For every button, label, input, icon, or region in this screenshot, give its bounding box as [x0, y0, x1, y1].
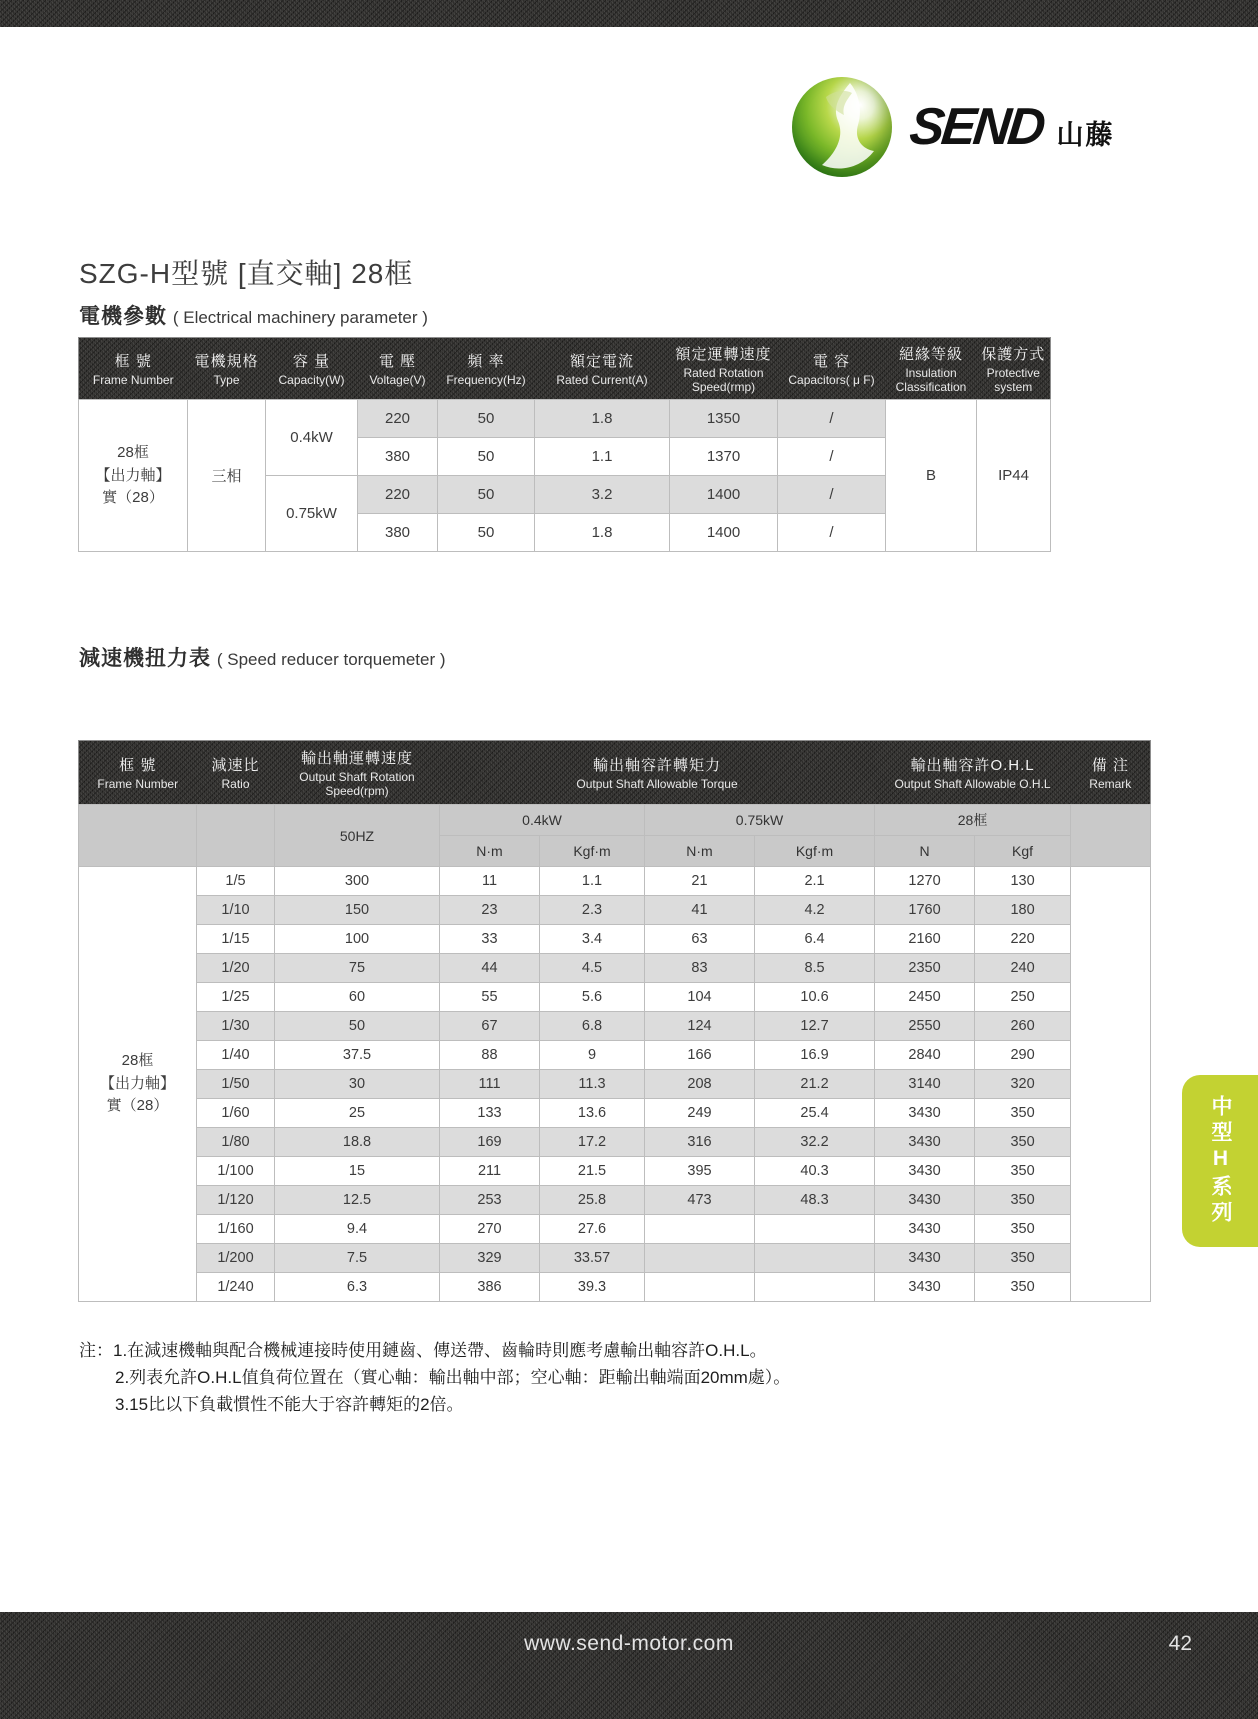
- reducer-value-cell: [755, 1273, 875, 1302]
- frame-number-cell: 28框 【出力軸】 實（28）: [79, 867, 197, 1302]
- reducer-row: [79, 1157, 1151, 1186]
- reducer-value-cell: 23: [440, 896, 540, 925]
- col-header: 保護方式 Protective system: [981, 346, 1046, 395]
- reducer-value-cell: 16.9: [755, 1041, 875, 1070]
- capacitor-cell: /: [778, 400, 886, 438]
- ratio-cell: 1/30: [197, 1012, 275, 1041]
- reducer-value-cell: 27.6: [540, 1215, 645, 1244]
- footer-url: www.send-motor.com: [524, 1632, 734, 1655]
- ratio-cell: 1/240: [197, 1273, 275, 1302]
- reducer-value-cell: 104: [645, 983, 755, 1012]
- frequency-cell: 50: [438, 400, 535, 438]
- col-header: 絕緣等級 Insulation Classification: [895, 346, 967, 395]
- reducer-value-cell: 2160: [875, 925, 975, 954]
- reducer-value-cell: 253: [440, 1186, 540, 1215]
- reducer-value-cell: 3430: [875, 1157, 975, 1186]
- reducer-value-cell: [645, 1273, 755, 1302]
- reducer-value-cell: 8.5: [755, 954, 875, 983]
- reducer-value-cell: 320: [975, 1070, 1071, 1099]
- reducer-value-cell: 12.5: [275, 1186, 440, 1215]
- reducer-value-cell: 88: [440, 1041, 540, 1070]
- section-title-motor-cn: 電機參數: [79, 305, 167, 328]
- reducer-value-cell: 25.4: [755, 1099, 875, 1128]
- reducer-torque-table: [78, 740, 1151, 1302]
- ratio-cell: 1/80: [197, 1128, 275, 1157]
- reducer-subheader-row: [79, 805, 1151, 836]
- reducer-value-cell: 4.5: [540, 954, 645, 983]
- unit-cell: N·m: [440, 836, 540, 867]
- remark-cell: [1071, 867, 1151, 1302]
- frequency-cell: 50: [438, 438, 535, 476]
- reducer-value-cell: 350: [975, 1244, 1071, 1273]
- capacitor-cell: /: [778, 438, 886, 476]
- reducer-value-cell: 10.6: [755, 983, 875, 1012]
- reducer-value-cell: 83: [645, 954, 755, 983]
- reducer-row: [79, 1186, 1151, 1215]
- reducer-value-cell: 3430: [875, 1273, 975, 1302]
- ratio-cell: 1/5: [197, 867, 275, 896]
- brand-text: [906, 97, 1115, 157]
- col-header: 框 號 Frame Number: [92, 353, 174, 388]
- reducer-value-cell: 3430: [875, 1186, 975, 1215]
- frame-number-cell: 28框 【出力軸】 實（28）: [79, 400, 188, 552]
- col-header: 額定電流 Rated Current(A): [556, 353, 648, 388]
- reducer-value-cell: 124: [645, 1012, 755, 1041]
- motor-row: [79, 400, 1051, 438]
- reducer-value-cell: 270: [440, 1215, 540, 1244]
- reducer-value-cell: 249: [645, 1099, 755, 1128]
- reducer-value-cell: 75: [275, 954, 440, 983]
- reducer-value-cell: 2.3: [540, 896, 645, 925]
- reducer-value-cell: 6.4: [755, 925, 875, 954]
- reducer-value-cell: 350: [975, 1273, 1071, 1302]
- reducer-value-cell: 169: [440, 1128, 540, 1157]
- reducer-value-cell: 1270: [875, 867, 975, 896]
- voltage-cell: 220: [358, 400, 438, 438]
- col-header: 容 量 Capacity(W): [278, 353, 345, 388]
- reducer-row: [79, 896, 1151, 925]
- note-line: [79, 1337, 790, 1364]
- insulation-cell: B: [886, 400, 977, 552]
- section-title-reducer: [79, 642, 446, 672]
- reducer-value-cell: 166: [645, 1041, 755, 1070]
- reducer-value-cell: 3140: [875, 1070, 975, 1099]
- note-line: [79, 1364, 790, 1391]
- reducer-value-cell: 30: [275, 1070, 440, 1099]
- speed-cell: 1350: [670, 400, 778, 438]
- voltage-cell: 380: [358, 438, 438, 476]
- reducer-value-cell: 3430: [875, 1128, 975, 1157]
- col-header: 輸出軸容許O.H.L Output Shaft Allowable O.H.L: [894, 756, 1051, 791]
- type-cell: 三相: [188, 400, 266, 552]
- ratio-cell: 1/200: [197, 1244, 275, 1273]
- section-title-reducer-cn: 減速機扭力表: [79, 647, 211, 670]
- reducer-value-cell: 11: [440, 867, 540, 896]
- speed-cell: 1400: [670, 476, 778, 514]
- reducer-value-cell: 25: [275, 1099, 440, 1128]
- reducer-value-cell: 473: [645, 1186, 755, 1215]
- reducer-value-cell: 350: [975, 1099, 1071, 1128]
- subheader-kw-cell: 0.75kW: [645, 805, 875, 836]
- reducer-value-cell: 3430: [875, 1099, 975, 1128]
- reducer-row: [79, 983, 1151, 1012]
- reducer-value-cell: 1760: [875, 896, 975, 925]
- reducer-value-cell: 350: [975, 1186, 1071, 1215]
- reducer-value-cell: 350: [975, 1157, 1071, 1186]
- ratio-cell: 1/160: [197, 1215, 275, 1244]
- reducer-value-cell: 133: [440, 1099, 540, 1128]
- section-title-reducer-en: ( Speed reducer torquemeter ): [216, 650, 446, 669]
- col-header: 減速比 Ratio: [211, 756, 260, 791]
- reducer-value-cell: [755, 1215, 875, 1244]
- reducer-value-cell: 180: [975, 896, 1071, 925]
- reducer-row: [79, 925, 1151, 954]
- reducer-row: [79, 1215, 1151, 1244]
- reducer-value-cell: 2.1: [755, 867, 875, 896]
- ratio-cell: 1/50: [197, 1070, 275, 1099]
- unit-cell: N: [875, 836, 975, 867]
- capacitor-cell: /: [778, 476, 886, 514]
- reducer-value-cell: 220: [975, 925, 1071, 954]
- voltage-cell: 220: [358, 476, 438, 514]
- col-header: 框 號 Frame Number: [97, 756, 179, 791]
- reducer-value-cell: 208: [645, 1070, 755, 1099]
- subheader-speed-cell: 50HZ: [275, 805, 440, 867]
- reducer-value-cell: 240: [975, 954, 1071, 983]
- ratio-cell: 1/25: [197, 983, 275, 1012]
- reducer-value-cell: 67: [440, 1012, 540, 1041]
- motor-table-header-row: [79, 338, 1051, 400]
- note-text: 2.列表允許O.H.L值負荷位置在（實心軸：輸出軸中部；空心軸：距輸出軸端面20mm處）。: [115, 1368, 791, 1388]
- current-cell: 1.8: [535, 514, 670, 552]
- reducer-value-cell: 2550: [875, 1012, 975, 1041]
- col-header: 額定運轉速度 Rated Rotation Speed(rmp): [675, 346, 772, 395]
- reducer-value-cell: 21.2: [755, 1070, 875, 1099]
- reducer-value-cell: 5.6: [540, 983, 645, 1012]
- ratio-cell: 1/40: [197, 1041, 275, 1070]
- reducer-value-cell: 41: [645, 896, 755, 925]
- notes-block: [79, 1337, 790, 1419]
- reducer-value-cell: 250: [975, 983, 1071, 1012]
- reducer-value-cell: 63: [645, 925, 755, 954]
- frequency-cell: 50: [438, 476, 535, 514]
- reducer-value-cell: 6.8: [540, 1012, 645, 1041]
- reducer-row: [79, 1041, 1151, 1070]
- col-header: 輸出軸容許轉矩力 Output Shaft Allowable Torque: [576, 756, 738, 791]
- subheader-empty-cell: [79, 805, 197, 867]
- subheader-empty-cell: [197, 805, 275, 867]
- reducer-value-cell: 290: [975, 1041, 1071, 1070]
- reducer-value-cell: 60: [275, 983, 440, 1012]
- reducer-value-cell: 39.3: [540, 1273, 645, 1302]
- reducer-value-cell: 4.2: [755, 896, 875, 925]
- ratio-cell: 1/100: [197, 1157, 275, 1186]
- capacitor-cell: /: [778, 514, 886, 552]
- reducer-value-cell: 40.3: [755, 1157, 875, 1186]
- capacity-cell: 0.4kW: [266, 400, 358, 476]
- reducer-value-cell: 33.57: [540, 1244, 645, 1273]
- reducer-value-cell: 329: [440, 1244, 540, 1273]
- unit-cell: N·m: [645, 836, 755, 867]
- ratio-cell: 1/20: [197, 954, 275, 983]
- reducer-value-cell: 21.5: [540, 1157, 645, 1186]
- page-title: SZG-H型號 [直交軸] 28框: [79, 258, 414, 289]
- top-decor-bar: [0, 0, 1258, 27]
- protective-cell: IP44: [977, 400, 1051, 552]
- col-header: 備 注 Remark: [1089, 756, 1132, 791]
- reducer-value-cell: 1.1: [540, 867, 645, 896]
- voltage-cell: 380: [358, 514, 438, 552]
- col-header: 電 容 Capacitors( μ F): [788, 353, 875, 388]
- current-cell: 1.1: [535, 438, 670, 476]
- ratio-cell: 1/10: [197, 896, 275, 925]
- reducer-value-cell: 2450: [875, 983, 975, 1012]
- reducer-value-cell: 11.3: [540, 1070, 645, 1099]
- reducer-value-cell: 350: [975, 1128, 1071, 1157]
- reducer-value-cell: 111: [440, 1070, 540, 1099]
- reducer-value-cell: [755, 1244, 875, 1273]
- reducer-value-cell: 3430: [875, 1215, 975, 1244]
- reducer-value-cell: 100: [275, 925, 440, 954]
- reducer-value-cell: 44: [440, 954, 540, 983]
- col-header: 電 壓 Voltage(V): [369, 353, 426, 388]
- reducer-value-cell: 50: [275, 1012, 440, 1041]
- subheader-kw-cell: 0.4kW: [440, 805, 645, 836]
- note-prefix: 注：: [79, 1341, 113, 1360]
- subheader-empty-cell: [1071, 805, 1151, 867]
- brand-logo: [792, 72, 1212, 182]
- reducer-value-cell: 130: [975, 867, 1071, 896]
- current-cell: 1.8: [535, 400, 670, 438]
- reducer-value-cell: [645, 1244, 755, 1273]
- reducer-value-cell: 17.2: [540, 1128, 645, 1157]
- reducer-value-cell: 2840: [875, 1041, 975, 1070]
- reducer-value-cell: 211: [440, 1157, 540, 1186]
- unit-cell: Kgf·m: [540, 836, 645, 867]
- brand-name-cn: 山藤: [1056, 120, 1115, 150]
- reducer-value-cell: [645, 1215, 755, 1244]
- reducer-row: [79, 1012, 1151, 1041]
- reducer-value-cell: 32.2: [755, 1128, 875, 1157]
- reducer-value-cell: 37.5: [275, 1041, 440, 1070]
- reducer-value-cell: 260: [975, 1012, 1071, 1041]
- reducer-value-cell: 9.4: [275, 1215, 440, 1244]
- brand-name: SEND: [906, 98, 1046, 156]
- unit-cell: Kgf·m: [755, 836, 875, 867]
- reducer-value-cell: 3.4: [540, 925, 645, 954]
- col-header: 輸出軸運轉速度 Output Shaft Rotation Speed(rpm): [299, 749, 415, 798]
- speed-cell: 1370: [670, 438, 778, 476]
- reducer-value-cell: 6.3: [275, 1273, 440, 1302]
- ratio-cell: 1/120: [197, 1186, 275, 1215]
- frequency-cell: 50: [438, 514, 535, 552]
- current-cell: 3.2: [535, 476, 670, 514]
- reducer-table-header-row: [79, 741, 1151, 805]
- reducer-value-cell: 2350: [875, 954, 975, 983]
- page-number: 42: [1168, 1632, 1192, 1655]
- col-header: 電機規格 Type: [194, 353, 259, 388]
- ratio-cell: 1/15: [197, 925, 275, 954]
- motor-parameter-table: [78, 337, 1051, 552]
- reducer-row: [79, 1244, 1151, 1273]
- note-line: [79, 1391, 790, 1418]
- section-title-motor-en: ( Electrical machinery parameter ): [172, 308, 428, 327]
- section-title-motor: [79, 300, 428, 330]
- reducer-value-cell: 3430: [875, 1244, 975, 1273]
- reducer-value-cell: 25.8: [540, 1186, 645, 1215]
- note-text: 1.在減速機軸與配合機械連接時使用鏈齒、傳送帶、齒輪時則應考慮輸出軸容許O.H.L。: [113, 1341, 767, 1360]
- reducer-value-cell: 150: [275, 896, 440, 925]
- reducer-value-cell: 55: [440, 983, 540, 1012]
- footer-bar: [0, 1612, 1258, 1719]
- reducer-value-cell: 300: [275, 867, 440, 896]
- col-header: 頻 率 Frequency(Hz): [446, 353, 526, 388]
- reducer-value-cell: 9: [540, 1041, 645, 1070]
- unit-cell: Kgf: [975, 836, 1071, 867]
- note-text: 3.15比以下負載慣性不能大于容許轉矩的2倍。: [115, 1395, 464, 1415]
- reducer-row: [79, 1070, 1151, 1099]
- reducer-value-cell: 13.6: [540, 1099, 645, 1128]
- reducer-row: [79, 1273, 1151, 1302]
- reducer-value-cell: 386: [440, 1273, 540, 1302]
- reducer-value-cell: 7.5: [275, 1244, 440, 1273]
- reducer-value-cell: 15: [275, 1157, 440, 1186]
- ratio-cell: 1/60: [197, 1099, 275, 1128]
- reducer-value-cell: 12.7: [755, 1012, 875, 1041]
- reducer-row: [79, 867, 1151, 896]
- globe-logo-icon: [792, 77, 892, 177]
- reducer-row: [79, 1099, 1151, 1128]
- capacity-cell: 0.75kW: [266, 476, 358, 552]
- reducer-row: [79, 954, 1151, 983]
- reducer-value-cell: 395: [645, 1157, 755, 1186]
- reducer-value-cell: 350: [975, 1215, 1071, 1244]
- reducer-value-cell: 316: [645, 1128, 755, 1157]
- reducer-value-cell: 21: [645, 867, 755, 896]
- reducer-value-cell: 48.3: [755, 1186, 875, 1215]
- reducer-row: [79, 1128, 1151, 1157]
- speed-cell: 1400: [670, 514, 778, 552]
- series-side-tab: 中型H系列: [1182, 1075, 1258, 1247]
- reducer-value-cell: 33: [440, 925, 540, 954]
- reducer-value-cell: 18.8: [275, 1128, 440, 1157]
- subheader-frame-cell: 28框: [875, 805, 1071, 836]
